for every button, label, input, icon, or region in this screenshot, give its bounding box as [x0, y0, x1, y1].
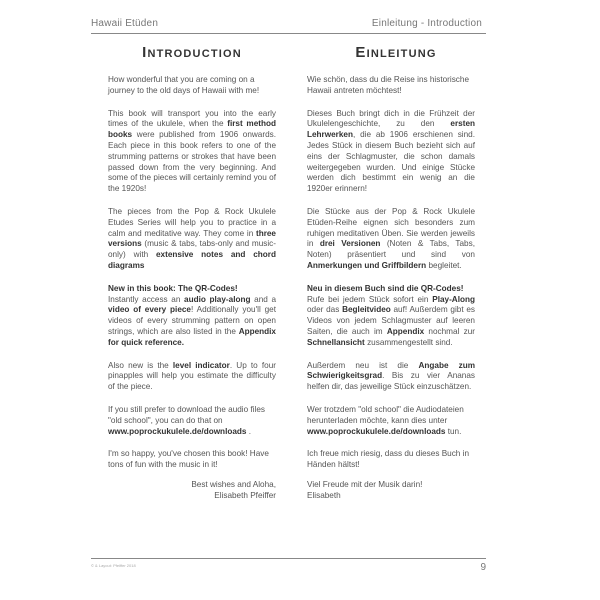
footer-rule [91, 558, 486, 559]
english-signature: Best wishes and Aloha, Elisabeth Pfeiffer [191, 479, 276, 500]
german-emphasis: drei Versionen [319, 239, 381, 249]
german-paragraph-download: Wer trotzdem "old school" die Audiodateien herunterladen möchte, kann dies unter www.poprockukulele.de/downloads tun. [307, 404, 464, 436]
english-emphasis: Appendix for quick reference. [108, 326, 276, 347]
running-header-right: Einleitung - Introduction [371, 18, 482, 29]
german-signature: Viel Freude mit der Musik darin! Elisabeth [307, 479, 423, 500]
header-rule [91, 33, 486, 34]
english-paragraph-qr-codes: New in this book: The QR-Codes! Instantly access an audio play-along and a video of every piece! Additionally you'll get videos of every strumming pattern on open strings, which are also listed in the Appendix for quick reference. [108, 283, 277, 347]
english-column [108, 44, 276, 514]
german-paragraph-series: Die Stücke aus der Pop & Rock Ukulele Etüden-Reihe eignen sich besonders zum ruhigen meditativen Üben. Sie werden jeweils in drei Versionen (Noten & Tabs, Tabs, Noten) präsentiert und sind von Anmerkungen und Griffbildern begleitet. [307, 206, 475, 270]
english-paragraph-greeting: How wonderful that you are coming on a journey to the old days of Hawaii with me! [108, 75, 260, 95]
download-link[interactable]: www.poprockukulele.de/downloads [108, 426, 247, 436]
running-header-left: Hawaii Etüden [91, 18, 159, 29]
german-paragraph-greeting: Wie schön, dass du die Reise ins historische Hawaii antreten möchtest! [307, 75, 470, 95]
german-emphasis: Anmerkungen und Griffbildern [307, 260, 427, 270]
copyright-note: © & Layout: Pfeiffer 2018 [91, 563, 136, 568]
english-emphasis: level indicator [172, 360, 230, 370]
english-paragraph-level: Also new is the level indicator. Up to four pinapples will help you estimate the difficulty of the piece. [108, 360, 276, 392]
english-emphasis: first method books [108, 119, 276, 140]
german-emphasis: ersten Lehrwerken [307, 119, 475, 140]
german-emphasis: Schnellansicht [307, 337, 365, 347]
german-heading: Einleitung [355, 44, 437, 61]
german-qr-title: Neu in diesem Buch sind die QR-Codes! [307, 283, 464, 293]
english-qr-title: New in this book: The QR-Codes! [108, 283, 238, 293]
german-column [307, 44, 475, 514]
english-heading: Introduction [142, 44, 242, 61]
english-paragraph-closing: I'm so happy, you've chosen this book! Have tons of fun with the music in it! [108, 449, 269, 470]
page-number: 9 [480, 562, 486, 573]
download-link[interactable]: www.poprockukulele.de/downloads [307, 426, 446, 436]
german-emphasis: Begleitvideo [342, 305, 391, 315]
german-paragraph-history: Dieses Buch bringt dich in die Frühzeit der Ukulelengeschichte, zu den ersten Lehrwerken, die ab 1906 erschienen sind. Jedes Stück in diesem Buch bezieht sich auf eins der Schlagmuster, die schon damals weitergegeben wurden. Und einige Stücke werden dich bestimmt ein wenig an die 1920er erinnern! [307, 108, 475, 194]
english-emphasis: three versions [108, 228, 276, 249]
english-emphasis: extensive notes and chord diagrams [108, 250, 276, 270]
german-emphasis: Angabe zum Schwierigkeitsgrad [307, 360, 475, 381]
german-emphasis: Appendix [386, 326, 425, 336]
german-paragraph-closing: Ich freue mich riesig, dass du dieses Buch in Händen hältst! [307, 449, 470, 470]
english-paragraph-series: The pieces from the Pop & Rock Ukulele Etudes Series will help you to practice in a calm and meditative way. They come in three versions (music & tabs, tabs-only and music-only) with extensive notes and chord diagrams [108, 206, 276, 270]
german-emphasis: Play-Along [432, 294, 475, 304]
english-paragraph-download: If you still prefer to download the audio files "old school", you can do that on www.poprockukulele.de/downloads . [108, 404, 266, 436]
german-paragraph-qr-codes: Neu in diesem Buch sind die QR-Codes! Rufe bei jedem Stück sofort ein Play-Along oder das Begleitvideo auf! Außerdem gibt es Videos von jedem Schlagmuster auf leeren Saiten, die auch im Appendix nochmal zur Schnellansicht zusammengestellt sind. [307, 283, 476, 347]
english-emphasis: audio play-along [184, 294, 251, 304]
german-paragraph-level: Außerdem neu ist die Angabe zum Schwierigkeitsgrad. Bis zu vier Ananas helfen dir, das jeweilige Stück einzuschätzen. [307, 360, 475, 392]
english-emphasis: video of every piece [108, 305, 191, 315]
english-paragraph-history: This book will transport you into the early times of the ukulele, when the first method books were published from 1906 onwards. Each piece in this book refers to one of the strumming patterns or strokes that have been passed down from the very beginning. And some of the pieces will certainly remind you of the 1920s! [108, 108, 276, 194]
